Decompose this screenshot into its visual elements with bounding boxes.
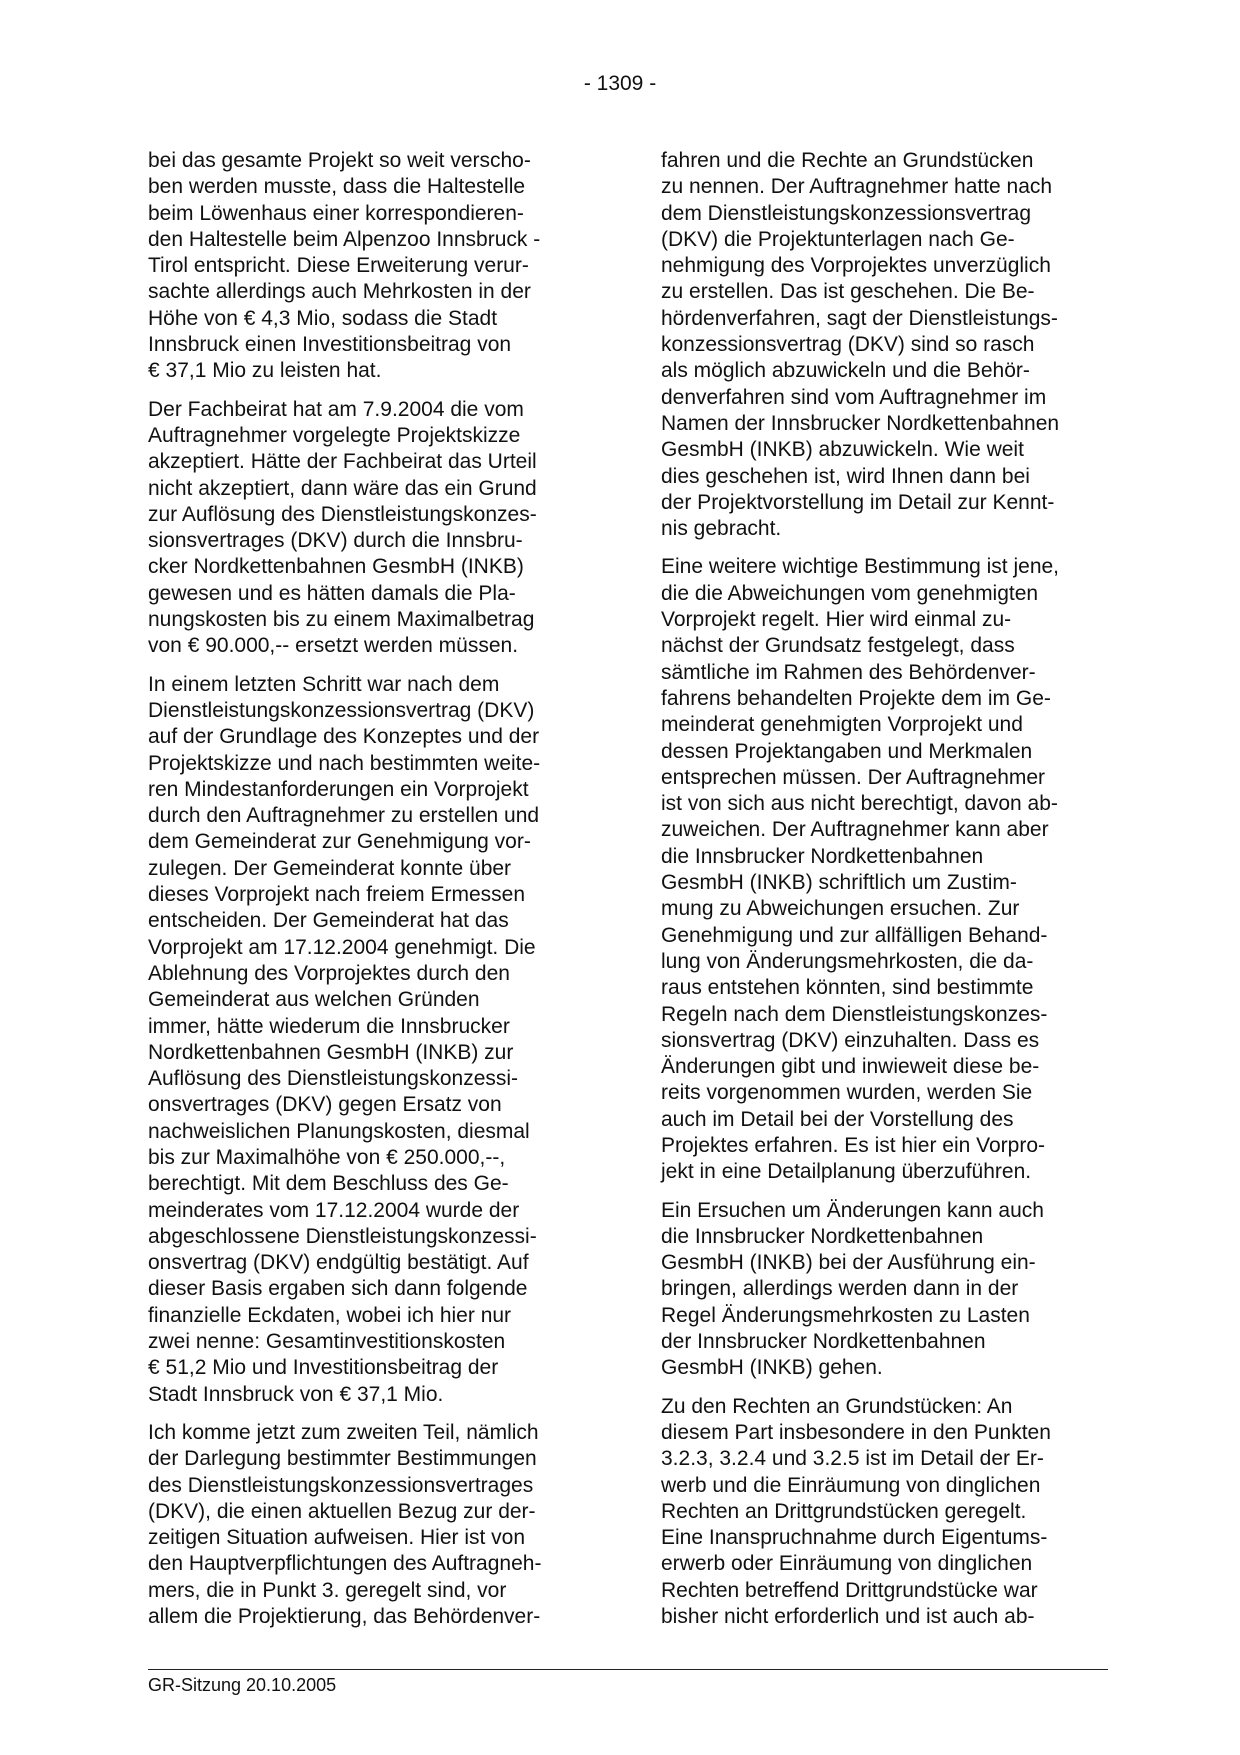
- text-line: Regeln nach dem Dienstleistungskonzes-: [661, 1002, 1048, 1026]
- text-line: Ablehnung des Vorprojektes durch den: [148, 961, 510, 985]
- text-line: Auflösung des Dienstleistungskonzessi-: [148, 1067, 519, 1091]
- text-line: nachweislichen Planungskosten, diesmal: [148, 1119, 530, 1143]
- text-line: berechtigt. Mit dem Beschluss des Ge-: [148, 1172, 509, 1196]
- text-line: werb und die Einräumung von dinglichen: [661, 1473, 1041, 1497]
- paragraph: [661, 148, 1093, 542]
- text-line: Der Fachbeirat hat am 7.9.2004 die vom: [148, 397, 524, 421]
- text-line: bringen, allerdings werden dann in der: [661, 1277, 1019, 1301]
- text-line: als möglich abzuwickeln und die Behör-: [661, 359, 1030, 383]
- text-line: ist von sich aus nicht berechtigt, davon ab-: [661, 792, 1058, 816]
- text-line: ben werden musste, dass die Haltestelle: [148, 175, 526, 199]
- text-line: fahrens behandelten Projekte dem im Ge-: [661, 686, 1051, 710]
- text-line: meinderat genehmigten Vorprojekt und: [661, 713, 1023, 737]
- text-line: dieses Vorprojekt nach freiem Ermessen: [148, 883, 526, 907]
- text-line: Stadt Innsbruck von € 37,1 Mio.: [148, 1382, 444, 1406]
- text-line: durch den Auftragnehmer zu erstellen und: [148, 804, 540, 828]
- text-line: die Innsbrucker Nordkettenbahnen: [661, 844, 984, 868]
- text-line: Vorprojekt am 17.12.2004 genehmigt. Die: [148, 935, 536, 959]
- text-line: mers, die in Punkt 3. geregelt sind, vor: [148, 1578, 507, 1602]
- text-line: Gemeinderat aus welchen Gründen: [148, 988, 480, 1012]
- text-line: konzessionsvertrag (DKV) sind so rasch: [661, 333, 1035, 357]
- text-line: Dienstleistungskonzessionsvertrag (DKV): [148, 698, 535, 722]
- page-number: - 1309 -: [583, 72, 657, 95]
- footer-divider: [148, 1669, 1108, 1670]
- text-line: Genehmigung und zur allfälligen Behand-: [661, 923, 1048, 947]
- text-line: lung von Änderungsmehrkosten, die da-: [661, 949, 1034, 973]
- paragraph: [148, 672, 580, 1408]
- text-line: zuweichen. Der Auftragnehmer kann aber: [661, 818, 1049, 842]
- text-line: sämtliche im Rahmen des Behördenver-: [661, 660, 1036, 684]
- text-line: raus entstehen könnten, sind bestimmte: [661, 976, 1034, 1000]
- text-line: zu nennen. Der Auftragnehmer hatte nach: [661, 175, 1053, 199]
- text-line: nis gebracht.: [661, 517, 782, 541]
- text-line: Ich komme jetzt zum zweiten Teil, nämlich: [148, 1420, 539, 1444]
- text-line: dieser Basis ergaben sich dann folgende: [148, 1277, 528, 1301]
- text-line: finanzielle Eckdaten, wobei ich hier nur: [148, 1303, 512, 1327]
- text-line: GesmbH (INKB) bei der Ausführung ein-: [661, 1251, 1036, 1275]
- text-line: sachte allerdings auch Mehrkosten in der: [148, 280, 531, 304]
- text-line: Projektes erfahren. Es ist hier ein Vorpro-: [661, 1133, 1046, 1157]
- text-line: bei das gesamte Projekt so weit verscho-: [148, 149, 531, 172]
- text-line: bisher nicht erforderlich und ist auch ab-: [661, 1605, 1035, 1629]
- text-line: nungskosten bis zu einem Maximalbetrag: [148, 608, 535, 632]
- text-line: € 51,2 Mio und Investitionsbeitrag der: [148, 1356, 499, 1380]
- text-line: bis zur Maximalhöhe von € 250.000,--,: [148, 1145, 506, 1169]
- text-line: der Darlegung bestimmter Bestimmungen: [148, 1447, 537, 1471]
- text-line: sionsvertrag (DKV) einzuhalten. Dass es: [661, 1028, 1040, 1052]
- text-line: In einem letzten Schritt war nach dem: [148, 672, 500, 696]
- paragraph: [661, 554, 1093, 1185]
- text-line: (DKV), die einen aktuellen Bezug zur der-: [148, 1499, 536, 1523]
- text-line: die Innsbrucker Nordkettenbahnen: [661, 1224, 984, 1248]
- text-line: 3.2.3, 3.2.4 und 3.2.5 ist im Detail der Er-: [661, 1447, 1044, 1471]
- text-line: denverfahren sind vom Auftragnehmer im: [661, 385, 1047, 409]
- text-line: von € 90.000,-- ersetzt werden müssen.: [148, 634, 519, 658]
- text-line: dessen Projektangaben und Merkmalen: [661, 739, 1033, 763]
- paragraph: [148, 1420, 580, 1630]
- text-line: hördenverfahren, sagt der Dienstleistungs-: [661, 306, 1058, 330]
- text-line: zur Auflösung des Dienstleistungskonzes-: [148, 502, 537, 526]
- text-line: entscheiden. Der Gemeinderat hat das: [148, 909, 509, 933]
- text-line: Projektskizze und nach bestimmten weite-: [148, 751, 541, 775]
- text-line: immer, hätte wiederum die Innsbrucker: [148, 1014, 510, 1038]
- text-line: auf der Grundlage des Konzeptes und der: [148, 725, 540, 749]
- text-line: erwerb oder Einräumung von dinglichen: [661, 1552, 1033, 1576]
- text-line: € 37,1 Mio zu leisten hat.: [148, 359, 382, 383]
- text-line: GesmbH (INKB) gehen.: [661, 1356, 883, 1380]
- text-line: Regel Änderungsmehrkosten zu Lasten: [661, 1303, 1030, 1327]
- text-line: mung zu Abweichungen ersuchen. Zur: [661, 897, 1020, 921]
- text-line: nicht akzeptiert, dann wäre das ein Grund: [148, 476, 537, 500]
- text-line: fahren und die Rechte an Grundstücken: [661, 149, 1034, 172]
- text-line: des Dienstleistungskonzessionsvertrages: [148, 1473, 534, 1497]
- text-line: Rechten betreffend Drittgrundstücke war: [661, 1578, 1038, 1602]
- text-line: entsprechen müssen. Der Auftragnehmer: [661, 765, 1046, 789]
- left-column: [148, 148, 580, 1642]
- text-line: GesmbH (INKB) schriftlich um Zustim-: [661, 871, 1017, 895]
- footer-session-date: GR-Sitzung 20.10.2005: [148, 1675, 337, 1695]
- text-line: Rechten an Drittgrundstücken geregelt.: [661, 1499, 1027, 1523]
- text-line: ren Mindestanforderungen ein Vorprojekt: [148, 777, 529, 801]
- text-line: meinderates vom 17.12.2004 wurde der: [148, 1198, 520, 1222]
- text-line: diesem Part insbesondere in den Punkten: [661, 1420, 1051, 1444]
- text-line: Vorprojekt regelt. Hier wird einmal zu-: [661, 608, 1012, 632]
- text-line: zu erstellen. Das ist geschehen. Die Be-: [661, 280, 1035, 304]
- text-line: abgeschlossene Dienstleistungskonzessi-: [148, 1224, 537, 1248]
- text-line: sionsvertrages (DKV) durch die Innsbru-: [148, 529, 523, 553]
- text-line: onsvertrages (DKV) gegen Ersatz von: [148, 1093, 502, 1117]
- text-line: Namen der Innsbrucker Nordkettenbahnen: [661, 411, 1060, 435]
- text-line: (DKV) die Projektunterlagen nach Ge-: [661, 227, 1015, 251]
- text-line: Eine Inanspruchnahme durch Eigentums-: [661, 1526, 1048, 1550]
- text-line: Auftragnehmer vorgelegte Projektskizze: [148, 423, 521, 447]
- text-line: dem Gemeinderat zur Genehmigung vor-: [148, 830, 531, 854]
- text-line: gewesen und es hätten damals die Pla-: [148, 581, 516, 605]
- paragraph: [661, 1394, 1093, 1631]
- text-line: GesmbH (INKB) abzuwickeln. Wie weit: [661, 438, 1024, 462]
- text-line: reits vorgenommen wurden, werden Sie: [661, 1081, 1033, 1105]
- text-line: zulegen. Der Gemeinderat konnte über: [148, 856, 512, 880]
- text-line: nächst der Grundsatz festgelegt, dass: [661, 634, 1015, 658]
- text-line: nehmigung des Vorprojektes unverzüglich: [661, 254, 1051, 278]
- text-line: Zu den Rechten an Grundstücken: An: [661, 1394, 1013, 1418]
- paragraph: [148, 397, 580, 660]
- text-line: den Hauptverpflichtungen des Auftragneh-: [148, 1552, 542, 1576]
- text-line: jekt in eine Detailplanung überzuführen.: [661, 1160, 1032, 1184]
- paragraph: [148, 148, 580, 385]
- text-line: Änderungen gibt und inwieweit diese be-: [661, 1055, 1040, 1079]
- text-line: allem die Projektierung, das Behördenver-: [148, 1605, 541, 1629]
- text-line: der Projektvorstellung im Detail zur Kennt-: [661, 490, 1055, 514]
- text-line: zeitigen Situation aufweisen. Hier ist von: [148, 1526, 526, 1550]
- text-line: cker Nordkettenbahnen GesmbH (INKB): [148, 555, 524, 579]
- text-line: akzeptiert. Hätte der Fachbeirat das Urteil: [148, 450, 537, 474]
- text-line: Eine weitere wichtige Bestimmung ist jene,: [661, 555, 1060, 579]
- text-line: onsvertrag (DKV) endgültig bestätigt. Auf: [148, 1251, 529, 1275]
- right-column: [661, 148, 1093, 1642]
- text-line: zwei nenne: Gesamtinvestitionskosten: [148, 1330, 506, 1354]
- text-line: auch im Detail bei der Vorstellung des: [661, 1107, 1014, 1131]
- text-line: der Innsbrucker Nordkettenbahnen: [661, 1330, 986, 1354]
- text-line: Tirol entspricht. Diese Erweiterung verur-: [148, 254, 529, 278]
- text-line: Höhe von € 4,3 Mio, sodass die Stadt: [148, 306, 498, 330]
- text-line: Ein Ersuchen um Änderungen kann auch: [661, 1198, 1044, 1222]
- text-line: Innsbruck einen Investitionsbeitrag von: [148, 333, 512, 357]
- paragraph: [661, 1198, 1093, 1382]
- text-line: die die Abweichungen vom genehmigten: [661, 581, 1039, 605]
- text-line: dies geschehen ist, wird Ihnen dann bei: [661, 464, 1030, 488]
- text-line: den Haltestelle beim Alpenzoo Innsbruck -: [148, 227, 541, 251]
- text-line: beim Löwenhaus einer korrespondieren-: [148, 201, 524, 225]
- text-line: dem Dienstleistungskonzessionsvertrag: [661, 201, 1032, 225]
- text-line: Nordkettenbahnen GesmbH (INKB) zur: [148, 1040, 514, 1064]
